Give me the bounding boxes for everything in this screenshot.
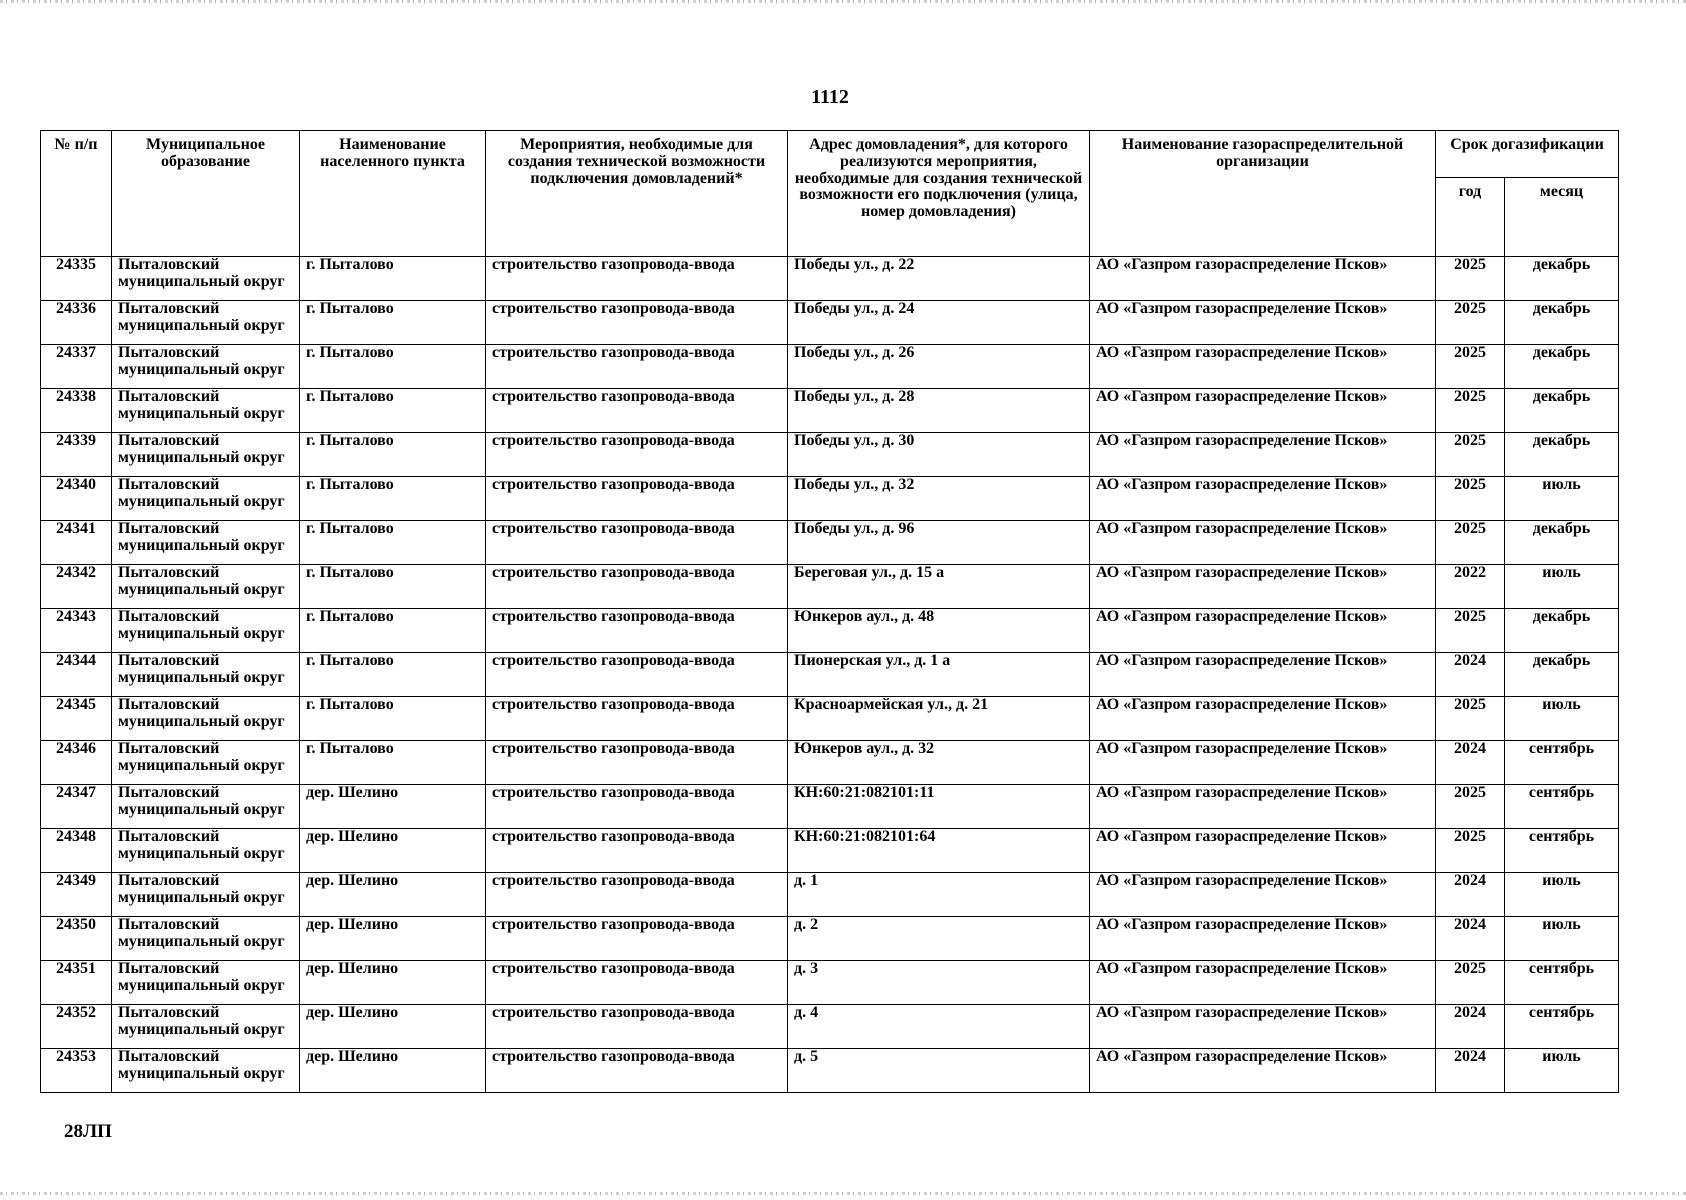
activity-cell: строительство газопровода-ввода bbox=[486, 785, 788, 829]
year-cell: 2022 bbox=[1436, 565, 1505, 609]
month-cell: декабрь bbox=[1505, 521, 1619, 565]
header-month: месяц bbox=[1505, 178, 1619, 257]
month-cell: июль bbox=[1505, 873, 1619, 917]
year-cell: 2024 bbox=[1436, 873, 1505, 917]
header-address: Адрес домовладения*, для которого реализуются мероприятия, необходимые для создания технической возможности его подключения (улица, номер домовладения) bbox=[788, 131, 1090, 257]
header-num: № п/п bbox=[41, 131, 112, 257]
month-cell: декабрь bbox=[1505, 653, 1619, 697]
organization-cell: АО «Газпром газораспределение Псков» bbox=[1090, 433, 1436, 477]
header-locality: Наименование населенного пункта bbox=[300, 131, 486, 257]
locality-cell: г. Пыталово bbox=[300, 565, 486, 609]
organization-cell: АО «Газпром газораспределение Псков» bbox=[1090, 917, 1436, 961]
footer-code: 28ЛП bbox=[64, 1121, 112, 1142]
organization-cell: АО «Газпром газораспределение Псков» bbox=[1090, 653, 1436, 697]
year-cell: 2025 bbox=[1436, 785, 1505, 829]
activity-cell: строительство газопровода-ввода bbox=[486, 697, 788, 741]
row-number: 24338 bbox=[41, 389, 112, 433]
municipality-cell: Пыталовский муниципальный округ bbox=[112, 433, 300, 477]
locality-cell: г. Пыталово bbox=[300, 477, 486, 521]
activity-cell: строительство газопровода-ввода bbox=[486, 653, 788, 697]
address-cell: Береговая ул., д. 15 а bbox=[788, 565, 1090, 609]
municipality-cell: Пыталовский муниципальный округ bbox=[112, 301, 300, 345]
locality-cell: дер. Шелино bbox=[300, 873, 486, 917]
header-year: год bbox=[1436, 178, 1505, 257]
row-number: 24349 bbox=[41, 873, 112, 917]
locality-cell: г. Пыталово bbox=[300, 301, 486, 345]
municipality-cell: Пыталовский муниципальный округ bbox=[112, 873, 300, 917]
locality-cell: г. Пыталово bbox=[300, 697, 486, 741]
organization-cell: АО «Газпром газораспределение Псков» bbox=[1090, 1049, 1436, 1093]
row-number: 24339 bbox=[41, 433, 112, 477]
address-cell: д. 2 bbox=[788, 917, 1090, 961]
activity-cell: строительство газопровода-ввода bbox=[486, 1049, 788, 1093]
organization-cell: АО «Газпром газораспределение Псков» bbox=[1090, 389, 1436, 433]
page-number: 1112 bbox=[811, 86, 849, 108]
month-cell: декабрь bbox=[1505, 301, 1619, 345]
municipality-cell: Пыталовский муниципальный округ bbox=[112, 961, 300, 1005]
address-cell: д. 4 bbox=[788, 1005, 1090, 1049]
month-cell: июль bbox=[1505, 477, 1619, 521]
year-cell: 2025 bbox=[1436, 521, 1505, 565]
activity-cell: строительство газопровода-ввода bbox=[486, 829, 788, 873]
municipality-cell: Пыталовский муниципальный округ bbox=[112, 477, 300, 521]
table-row bbox=[41, 829, 1619, 873]
year-cell: 2025 bbox=[1436, 829, 1505, 873]
address-cell: Пионерская ул., д. 1 а bbox=[788, 653, 1090, 697]
address-cell: д. 1 bbox=[788, 873, 1090, 917]
month-cell: сентябрь bbox=[1505, 961, 1619, 1005]
activity-cell: строительство газопровода-ввода bbox=[486, 1005, 788, 1049]
row-number: 24336 bbox=[41, 301, 112, 345]
month-cell: сентябрь bbox=[1505, 785, 1619, 829]
month-cell: июль bbox=[1505, 917, 1619, 961]
municipality-cell: Пыталовский муниципальный округ bbox=[112, 917, 300, 961]
year-cell: 2025 bbox=[1436, 301, 1505, 345]
organization-cell: АО «Газпром газораспределение Псков» bbox=[1090, 741, 1436, 785]
municipality-cell: Пыталовский муниципальный округ bbox=[112, 345, 300, 389]
year-cell: 2025 bbox=[1436, 345, 1505, 389]
year-cell: 2025 bbox=[1436, 609, 1505, 653]
month-cell: сентябрь bbox=[1505, 829, 1619, 873]
address-cell: Победы ул., д. 24 bbox=[788, 301, 1090, 345]
locality-cell: г. Пыталово bbox=[300, 609, 486, 653]
header-deadline: Срок догазификации bbox=[1436, 131, 1619, 178]
address-cell: Юнкеров аул., д. 32 bbox=[788, 741, 1090, 785]
municipality-cell: Пыталовский муниципальный округ bbox=[112, 653, 300, 697]
organization-cell: АО «Газпром газораспределение Псков» bbox=[1090, 873, 1436, 917]
locality-cell: дер. Шелино bbox=[300, 829, 486, 873]
year-cell: 2025 bbox=[1436, 697, 1505, 741]
address-cell: д. 5 bbox=[788, 1049, 1090, 1093]
scan-edge-top bbox=[0, 0, 1686, 3]
organization-cell: АО «Газпром газораспределение Псков» bbox=[1090, 829, 1436, 873]
activity-cell: строительство газопровода-ввода bbox=[486, 345, 788, 389]
table-row bbox=[41, 345, 1619, 389]
address-cell: Победы ул., д. 32 bbox=[788, 477, 1090, 521]
address-cell: Красноармейская ул., д. 21 bbox=[788, 697, 1090, 741]
locality-cell: г. Пыталово bbox=[300, 257, 486, 301]
address-cell: д. 3 bbox=[788, 961, 1090, 1005]
activity-cell: строительство газопровода-ввода bbox=[486, 609, 788, 653]
address-cell: Юнкеров аул., д. 48 bbox=[788, 609, 1090, 653]
locality-cell: г. Пыталово bbox=[300, 433, 486, 477]
table-row bbox=[41, 477, 1619, 521]
locality-cell: г. Пыталово bbox=[300, 389, 486, 433]
organization-cell: АО «Газпром газораспределение Псков» bbox=[1090, 345, 1436, 389]
locality-cell: дер. Шелино bbox=[300, 961, 486, 1005]
row-number: 24340 bbox=[41, 477, 112, 521]
year-cell: 2024 bbox=[1436, 741, 1505, 785]
address-cell: Победы ул., д. 28 bbox=[788, 389, 1090, 433]
activity-cell: строительство газопровода-ввода bbox=[486, 521, 788, 565]
row-number: 24341 bbox=[41, 521, 112, 565]
activity-cell: строительство газопровода-ввода bbox=[486, 565, 788, 609]
organization-cell: АО «Газпром газораспределение Псков» bbox=[1090, 961, 1436, 1005]
table-row bbox=[41, 785, 1619, 829]
month-cell: сентябрь bbox=[1505, 741, 1619, 785]
municipality-cell: Пыталовский муниципальный округ bbox=[112, 785, 300, 829]
locality-cell: дер. Шелино bbox=[300, 785, 486, 829]
table-row bbox=[41, 917, 1619, 961]
year-cell: 2024 bbox=[1436, 1005, 1505, 1049]
address-cell: КН:60:21:082101:64 bbox=[788, 829, 1090, 873]
table-row bbox=[41, 961, 1619, 1005]
organization-cell: АО «Газпром газораспределение Псков» bbox=[1090, 301, 1436, 345]
year-cell: 2025 bbox=[1436, 389, 1505, 433]
month-cell: декабрь bbox=[1505, 433, 1619, 477]
table-row bbox=[41, 697, 1619, 741]
municipality-cell: Пыталовский муниципальный округ bbox=[112, 829, 300, 873]
year-cell: 2024 bbox=[1436, 1049, 1505, 1093]
locality-cell: дер. Шелино bbox=[300, 1049, 486, 1093]
row-number: 24335 bbox=[41, 257, 112, 301]
municipality-cell: Пыталовский муниципальный округ bbox=[112, 741, 300, 785]
month-cell: сентябрь bbox=[1505, 1005, 1619, 1049]
table-row bbox=[41, 1049, 1619, 1093]
row-number: 24342 bbox=[41, 565, 112, 609]
address-cell: Победы ул., д. 26 bbox=[788, 345, 1090, 389]
table-row bbox=[41, 873, 1619, 917]
organization-cell: АО «Газпром газораспределение Псков» bbox=[1090, 1005, 1436, 1049]
locality-cell: г. Пыталово bbox=[300, 345, 486, 389]
row-number: 24343 bbox=[41, 609, 112, 653]
scan-edge-bottom bbox=[0, 1192, 1686, 1195]
address-cell: Победы ул., д. 22 bbox=[788, 257, 1090, 301]
organization-cell: АО «Газпром газораспределение Псков» bbox=[1090, 565, 1436, 609]
table-row bbox=[41, 521, 1619, 565]
header-activity: Мероприятия, необходимые для создания технической возможности подключения домовладений* bbox=[486, 131, 788, 257]
municipality-cell: Пыталовский муниципальный округ bbox=[112, 1049, 300, 1093]
address-cell: Победы ул., д. 96 bbox=[788, 521, 1090, 565]
activity-cell: строительство газопровода-ввода bbox=[486, 301, 788, 345]
table-row bbox=[41, 653, 1619, 697]
organization-cell: АО «Газпром газораспределение Псков» bbox=[1090, 697, 1436, 741]
municipality-cell: Пыталовский муниципальный округ bbox=[112, 1005, 300, 1049]
locality-cell: дер. Шелино bbox=[300, 1005, 486, 1049]
table-row bbox=[41, 433, 1619, 477]
year-cell: 2024 bbox=[1436, 653, 1505, 697]
table-row bbox=[41, 301, 1619, 345]
organization-cell: АО «Газпром газораспределение Псков» bbox=[1090, 785, 1436, 829]
row-number: 24345 bbox=[41, 697, 112, 741]
header-organization: Наименование газораспределительной организации bbox=[1090, 131, 1436, 257]
locality-cell: г. Пыталово bbox=[300, 521, 486, 565]
municipality-cell: Пыталовский муниципальный округ bbox=[112, 257, 300, 301]
locality-cell: дер. Шелино bbox=[300, 917, 486, 961]
table-row bbox=[41, 565, 1619, 609]
locality-cell: г. Пыталово bbox=[300, 741, 486, 785]
locality-cell: г. Пыталово bbox=[300, 653, 486, 697]
month-cell: декабрь bbox=[1505, 345, 1619, 389]
header-municipality: Муниципальное образование bbox=[112, 131, 300, 257]
gasification-table bbox=[40, 130, 1619, 1093]
month-cell: декабрь bbox=[1505, 609, 1619, 653]
year-cell: 2025 bbox=[1436, 477, 1505, 521]
row-number: 24347 bbox=[41, 785, 112, 829]
activity-cell: строительство газопровода-ввода bbox=[486, 961, 788, 1005]
row-number: 24350 bbox=[41, 917, 112, 961]
municipality-cell: Пыталовский муниципальный округ bbox=[112, 389, 300, 433]
month-cell: июль bbox=[1505, 565, 1619, 609]
year-cell: 2025 bbox=[1436, 433, 1505, 477]
row-number: 24337 bbox=[41, 345, 112, 389]
month-cell: июль bbox=[1505, 697, 1619, 741]
organization-cell: АО «Газпром газораспределение Псков» bbox=[1090, 609, 1436, 653]
month-cell: июль bbox=[1505, 1049, 1619, 1093]
activity-cell: строительство газопровода-ввода bbox=[486, 433, 788, 477]
municipality-cell: Пыталовский муниципальный округ bbox=[112, 609, 300, 653]
row-number: 24348 bbox=[41, 829, 112, 873]
table-row bbox=[41, 257, 1619, 301]
activity-cell: строительство газопровода-ввода bbox=[486, 389, 788, 433]
row-number: 24351 bbox=[41, 961, 112, 1005]
month-cell: декабрь bbox=[1505, 389, 1619, 433]
municipality-cell: Пыталовский муниципальный округ bbox=[112, 565, 300, 609]
row-number: 24344 bbox=[41, 653, 112, 697]
activity-cell: строительство газопровода-ввода bbox=[486, 917, 788, 961]
address-cell: Победы ул., д. 30 bbox=[788, 433, 1090, 477]
municipality-cell: Пыталовский муниципальный округ bbox=[112, 521, 300, 565]
table-body bbox=[41, 257, 1619, 1093]
activity-cell: строительство газопровода-ввода bbox=[486, 873, 788, 917]
year-cell: 2024 bbox=[1436, 917, 1505, 961]
organization-cell: АО «Газпром газораспределение Псков» bbox=[1090, 257, 1436, 301]
activity-cell: строительство газопровода-ввода bbox=[486, 257, 788, 301]
address-cell: КН:60:21:082101:11 bbox=[788, 785, 1090, 829]
year-cell: 2025 bbox=[1436, 961, 1505, 1005]
row-number: 24352 bbox=[41, 1005, 112, 1049]
table-row bbox=[41, 389, 1619, 433]
municipality-cell: Пыталовский муниципальный округ bbox=[112, 697, 300, 741]
table-row bbox=[41, 609, 1619, 653]
activity-cell: строительство газопровода-ввода bbox=[486, 741, 788, 785]
table-row bbox=[41, 1005, 1619, 1049]
organization-cell: АО «Газпром газораспределение Псков» bbox=[1090, 477, 1436, 521]
month-cell: декабрь bbox=[1505, 257, 1619, 301]
row-number: 24346 bbox=[41, 741, 112, 785]
activity-cell: строительство газопровода-ввода bbox=[486, 477, 788, 521]
table-row bbox=[41, 741, 1619, 785]
row-number: 24353 bbox=[41, 1049, 112, 1093]
year-cell: 2025 bbox=[1436, 257, 1505, 301]
organization-cell: АО «Газпром газораспределение Псков» bbox=[1090, 521, 1436, 565]
